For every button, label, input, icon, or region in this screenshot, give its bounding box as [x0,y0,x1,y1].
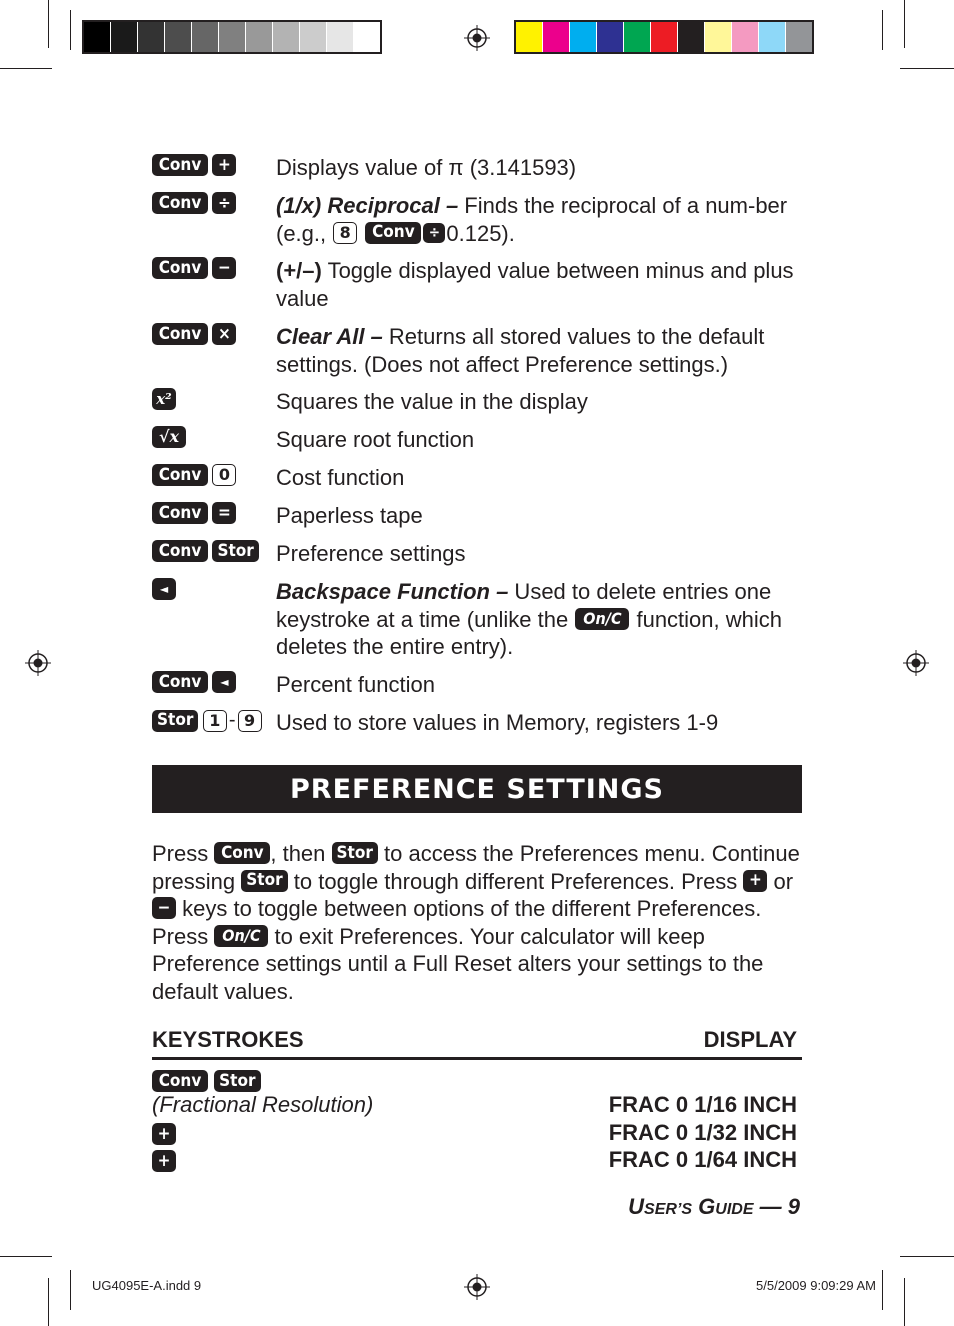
color-swatch [624,22,651,52]
zero-key: 0 [212,464,236,486]
display-value: FRAC 0 1/16 INCH [608,1092,797,1117]
timestamp-slug: 5/5/2009 9:09:29 AM [756,1278,876,1293]
minus-key-icon: − [152,897,176,919]
function-description: Used to store values in Memory, registers 1-9 [276,710,719,735]
conv-key: Conv [152,1070,208,1092]
backspace-key-icon: ◄ [152,578,176,600]
keystroke-table-header [152,1025,802,1060]
file-slug: UG4095E-A.indd 9 [92,1278,202,1293]
function-description: Squares the value in the display [276,389,588,414]
table-row [152,1147,802,1174]
function-description: Clear All – Returns all stored values to the default settings. (Does not affect Preference settings.) [276,324,765,377]
registration-mark-icon [464,1274,490,1300]
gray-swatch [354,22,380,52]
range-dash: - [228,709,236,731]
times-key-icon: × [212,323,236,345]
function-name: (1/x) Reciprocal – [276,193,459,218]
table-row [152,1092,802,1119]
registration-mark-icon [464,25,490,51]
table-row [152,1067,802,1094]
one-key: 1 [203,710,227,732]
conv-key: Conv [152,502,208,524]
conv-key: Conv [214,842,270,864]
display-value: FRAC 0 1/32 INCH [608,1120,797,1145]
conv-key: Conv [152,464,208,486]
plus-key-icon: + [743,870,767,892]
conv-key: Conv [365,222,421,244]
color-swatch [570,22,597,52]
on-c-key: On/C [575,608,629,630]
color-swatch [597,22,624,52]
conv-key: Conv [152,192,208,214]
display-value: FRAC 0 1/64 INCH [608,1147,797,1172]
color-swatch [516,22,543,52]
plus-key-icon: + [212,154,236,176]
stor-key: Stor [214,1070,260,1092]
color-swatch [732,22,759,52]
gray-swatch [138,22,165,52]
divide-key-icon: ÷ [212,192,236,214]
stor-key: Stor [212,540,258,562]
function-description: Displays value of π (3.141593) [276,155,577,180]
divide-key-icon: ÷ [423,223,445,243]
gray-swatch [246,22,273,52]
section-title-banner: PREFERENCE SETTINGS [152,765,802,813]
registration-mark-icon [25,650,51,676]
function-description: (+/–) Toggle displayed value between minus and plus value [276,258,794,311]
minus-key-icon: − [212,257,236,279]
process-color-bar [514,20,814,54]
function-name: Clear All – [276,324,383,349]
conv-key: Conv [152,540,208,562]
preferences-instructions: Press Conv , then Stor to access the Preferences menu. Continue pressing Stor to toggle through different Preferences. Press + or − keys to toggle between options of the different Preferences. Press On/C to exit Preferences. Your calculator will keep Preference settings until a Full Reset alters your settings to the default values. [152,841,800,1004]
gray-swatch [111,22,138,52]
function-description: Preference settings [276,541,466,566]
color-swatch [651,22,678,52]
column-header-display: DISPLAY [703,1027,797,1052]
gray-swatch [300,22,327,52]
function-name: (+/–) [276,258,322,283]
square-root-key-icon: √x [152,426,186,448]
registration-mark-icon [903,650,929,676]
color-swatch [705,22,732,52]
plus-key-icon: + [152,1150,176,1172]
eight-key: 8 [333,222,357,244]
function-description: Percent function [276,672,435,697]
function-name: Backspace Function – [276,579,509,604]
plus-key-icon: + [152,1123,176,1145]
gray-swatch [165,22,192,52]
row-label: (Fractional Resolution) [152,1092,374,1117]
function-description: Cost function [276,465,405,490]
nine-key: 9 [238,710,262,732]
page-footer-title: USER’S GUIDE — 9 [628,1194,800,1219]
column-header-keystrokes: KEYSTROKES [152,1027,304,1052]
stor-key: Stor [332,842,378,864]
function-description: Square root function [276,427,475,452]
gray-swatch [327,22,354,52]
color-swatch [678,22,705,52]
conv-key: Conv [152,323,208,345]
color-swatch [759,22,786,52]
function-description: Paperless tape [276,503,423,528]
stor-key: Stor [241,870,287,892]
table-row [152,1120,802,1147]
stor-key: Stor [152,710,198,732]
gray-swatch [273,22,300,52]
conv-key: Conv [152,154,208,176]
gray-swatch [219,22,246,52]
grayscale-color-bar [82,20,382,54]
gray-swatch [192,22,219,52]
function-description: Backspace Function – Used to delete entries one keystroke at a time (unlike the On/C function, which deletes the entire entry). [276,579,782,659]
equals-key-icon: = [212,502,236,524]
backspace-key-icon: ◄ [212,671,236,693]
on-c-key: On/C [214,925,268,947]
conv-key: Conv [152,671,208,693]
x-squared-key-icon: x² [152,388,176,410]
function-description: (1/x) Reciprocal – Finds the reciprocal of a num-ber (e.g., 8 Conv ÷ 0.125). [276,193,788,246]
color-swatch [786,22,812,52]
color-swatch [543,22,570,52]
gray-swatch [84,22,111,52]
conv-key: Conv [152,257,208,279]
